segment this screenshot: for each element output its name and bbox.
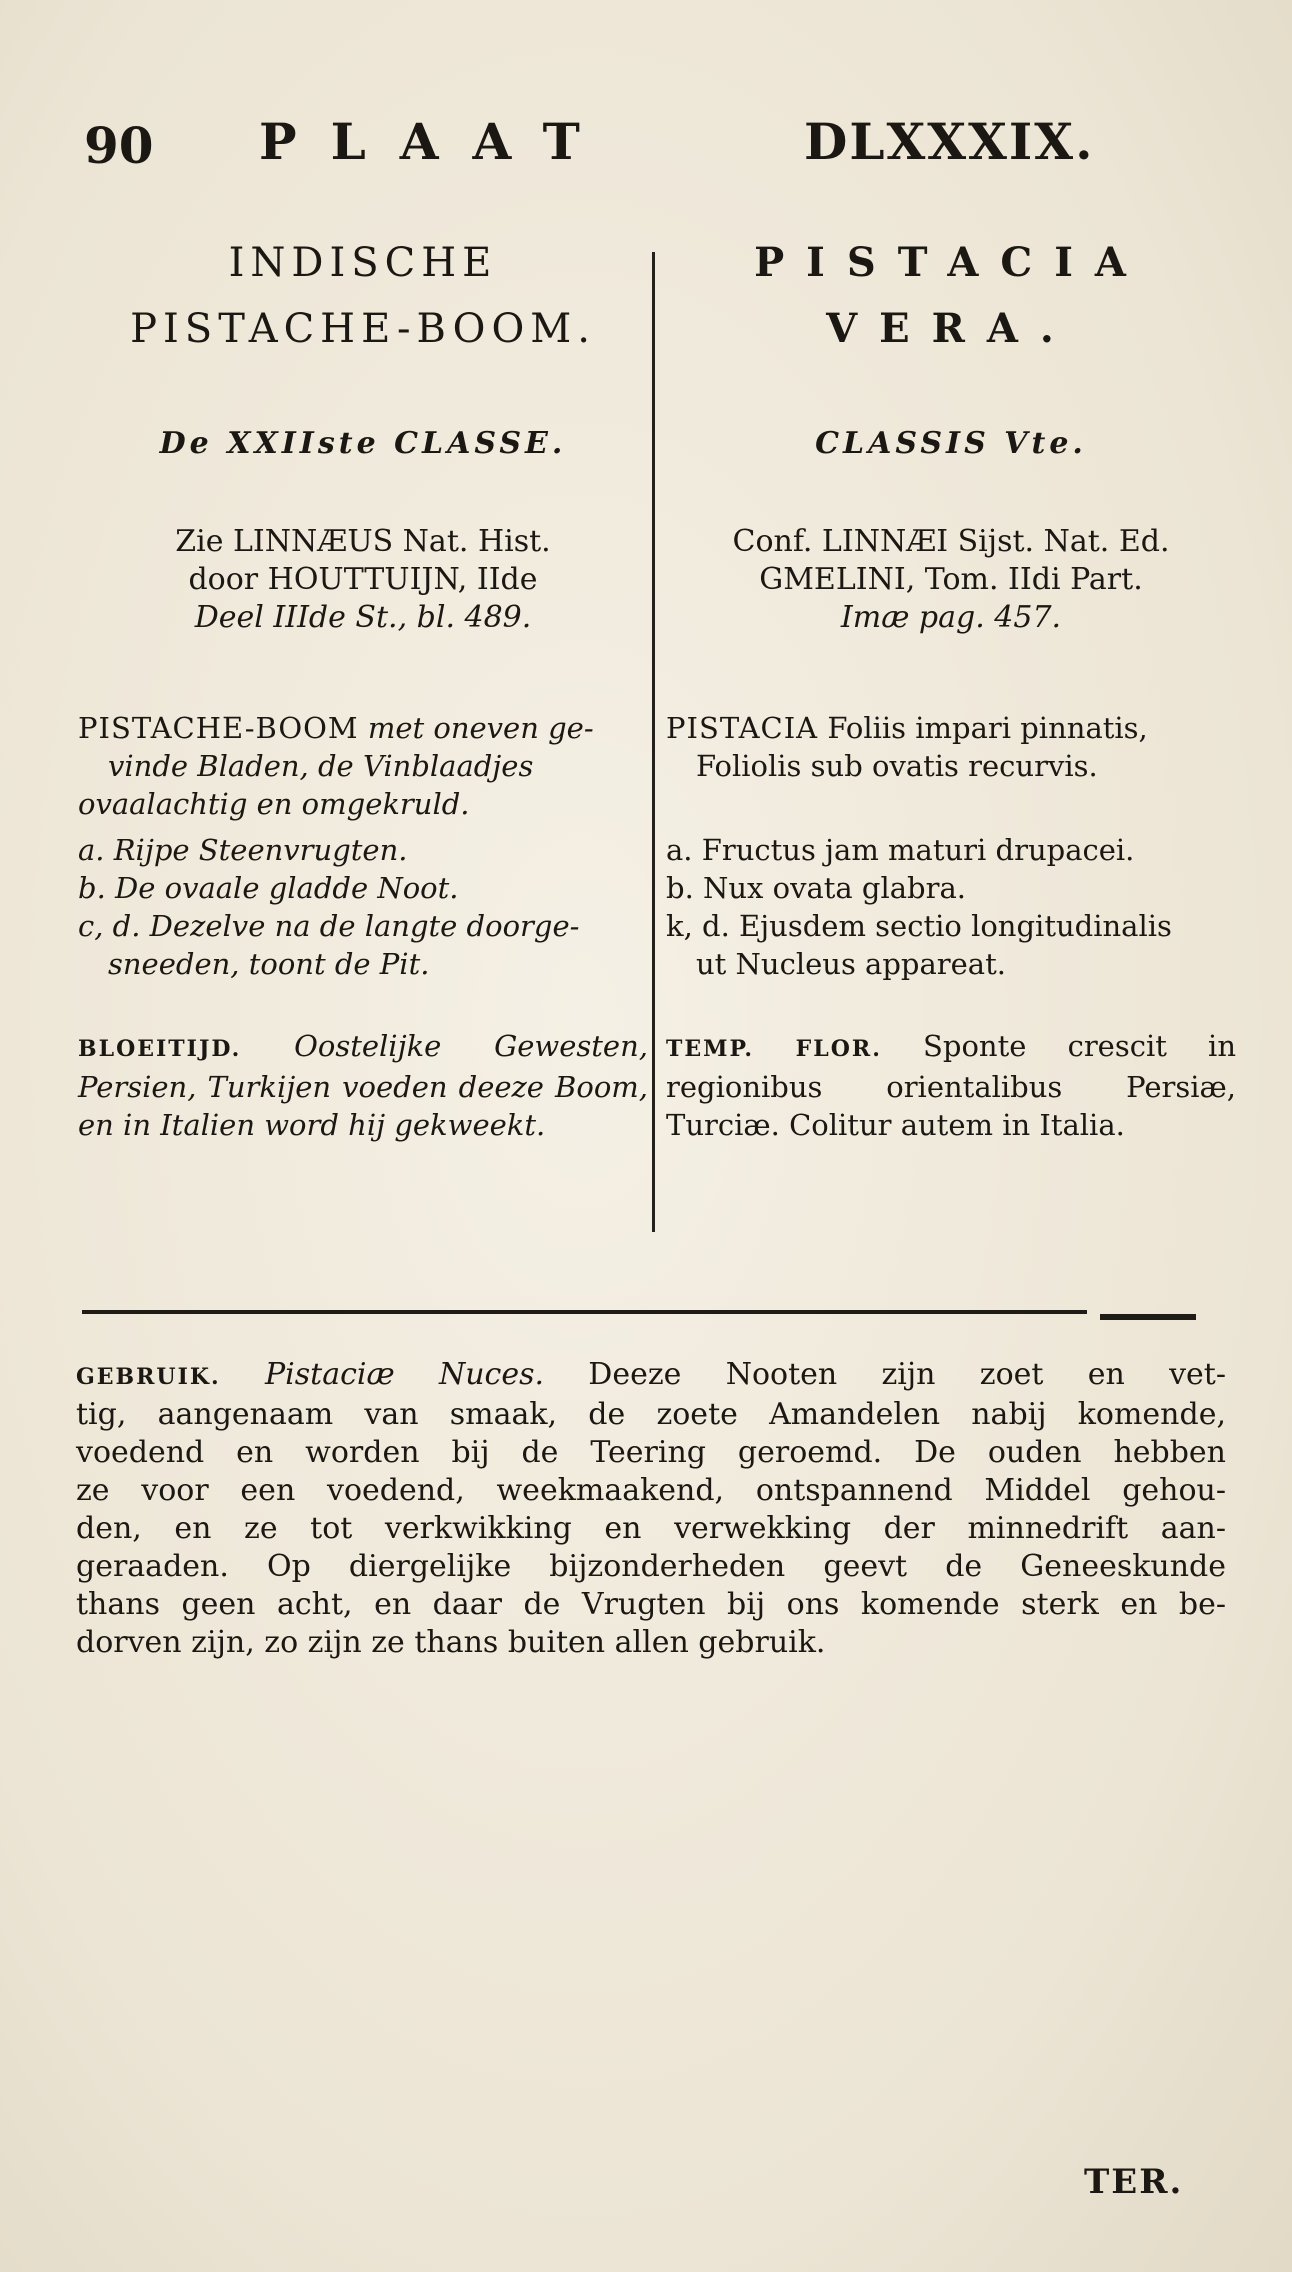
- dutch-diagnosis-line-1: met oneven ge-: [358, 711, 594, 745]
- usage-line-5: den, en ze tot verkwikking en verwekking der minnedrift aan-: [76, 1511, 1226, 1546]
- section-rule-end: [1100, 1314, 1196, 1320]
- latin-column: [666, 230, 1236, 1250]
- dutch-reference-line-3: Deel IIIde St., bl. 489.: [194, 600, 532, 635]
- running-head: [84, 112, 1095, 182]
- usage-paragraph: [76, 1356, 1226, 1662]
- dutch-figure-items: [78, 831, 648, 983]
- dutch-diagnosis-line-3: ovaalachtig en omgekruld.: [78, 787, 470, 821]
- dutch-class: De XXIIste CLASSE.: [159, 426, 567, 461]
- usage-line-1: [76, 1356, 1226, 1396]
- usage-line-4: ze voor een voedend, weekmaakend, ontspannend Middel gehou-: [76, 1473, 1226, 1508]
- latin-item-b: b. Nux ovata glabra.: [666, 871, 966, 905]
- latin-flowering-text: Sponte crescit in regionibus orientalibus Persiæ, Turciæ. Colitur autem in Italia.: [666, 1029, 1237, 1142]
- section-rule: [82, 1310, 1087, 1314]
- latin-reference-line-3: Imæ pag. 457.: [840, 600, 1062, 635]
- usage-line-3: voedend en worden bij de Teering geroemd. De ouden hebben: [76, 1435, 1226, 1470]
- latin-item-a: a. Fructus jam maturi drupacei.: [666, 833, 1135, 867]
- dutch-flowering-text: Oostelijke Gewesten, Persien, Turkijen voeden deeze Boom, en in Italien word hij gekweekt.: [78, 1029, 648, 1142]
- usage-line-7: thans geen acht, en daar de Vrugten bij ons komende sterk en be-: [76, 1587, 1226, 1622]
- latin-diagnosis-line-2: Foliolis sub ovatis recurvis.: [696, 749, 1098, 783]
- dutch-title-line-2: PISTACHE-BOOM.: [130, 306, 596, 352]
- latin-reference: [666, 523, 1236, 637]
- latin-item-cd-line-2: ut Nucleus appareat.: [696, 947, 1006, 981]
- latin-diagnosis-line-1: Foliis impari pinnatis,: [818, 711, 1148, 745]
- plate-number: DLXXXIX.: [804, 112, 1095, 171]
- latin-item-cd-line-1: k, d. Ejusdem sectio longitudinalis: [666, 909, 1172, 943]
- latin-reference-line-2: GMELINI, Tom. IIdi Part.: [759, 562, 1143, 597]
- usage-label: GEBRUIK.: [76, 1364, 221, 1390]
- column-divider: [652, 252, 655, 1232]
- dutch-reference: [78, 523, 648, 637]
- plate-label: PLAAT: [259, 112, 614, 171]
- usage-line-2: tig, aangenaam van smaak, de zoete Amandelen nabij komende,: [76, 1397, 1226, 1432]
- page-number: 90: [84, 116, 154, 175]
- usage-line-1-text: Deeze Nooten zijn zoet en vet-: [544, 1357, 1226, 1392]
- latin-title-line-1: PISTACIA: [754, 239, 1148, 286]
- dutch-item-b: b. De ovaale gladde Noot.: [78, 871, 459, 905]
- latin-title-line-2: VERA.: [826, 305, 1076, 352]
- dutch-flowering-label: BLOEITIJD.: [78, 1036, 242, 1062]
- latin-diagnosis: [666, 709, 1236, 785]
- dutch-title-line-1: INDISCHE: [228, 240, 498, 286]
- dutch-item-cd-line-1: c, d. Dezelve na de langte doorge-: [78, 909, 580, 943]
- dutch-reference-line-1: Zie LINNÆUS Nat. Hist.: [175, 524, 551, 559]
- dutch-column: [78, 230, 648, 1250]
- latin-diagnosis-head: PISTACIA: [666, 711, 819, 745]
- dutch-flowering: [78, 1027, 648, 1144]
- dutch-item-cd-line-2: sneeden, toont de Pit.: [108, 947, 430, 981]
- usage-title: Pistaciæ Nuces.: [264, 1357, 545, 1392]
- usage-line-6: geraaden. Op diergelijke bijzonderheden geevt de Geneeskunde: [76, 1549, 1226, 1584]
- dutch-diagnosis: [78, 709, 648, 823]
- latin-reference-line-1: Conf. LINNÆI Sijst. Nat. Ed.: [732, 524, 1170, 559]
- latin-flowering: [666, 1027, 1236, 1144]
- dutch-diagnosis-head: PISTACHE-BOOM: [78, 711, 359, 745]
- dutch-diagnosis-line-2: vinde Bladen, de Vinblaadjes: [108, 749, 534, 783]
- dutch-reference-line-2: door HOUTTUIJN, IIde: [188, 562, 538, 597]
- catchword: TER.: [1084, 2162, 1184, 2202]
- dutch-item-a: a. Rijpe Steenvrugten.: [78, 833, 408, 867]
- latin-class: CLASSIS Vte.: [815, 426, 1087, 461]
- usage-line-8: dorven zijn, zo zijn ze thans buiten allen gebruik.: [76, 1625, 826, 1660]
- latin-figure-items: [666, 831, 1236, 983]
- latin-flowering-label: TEMP. FLOR.: [666, 1036, 882, 1062]
